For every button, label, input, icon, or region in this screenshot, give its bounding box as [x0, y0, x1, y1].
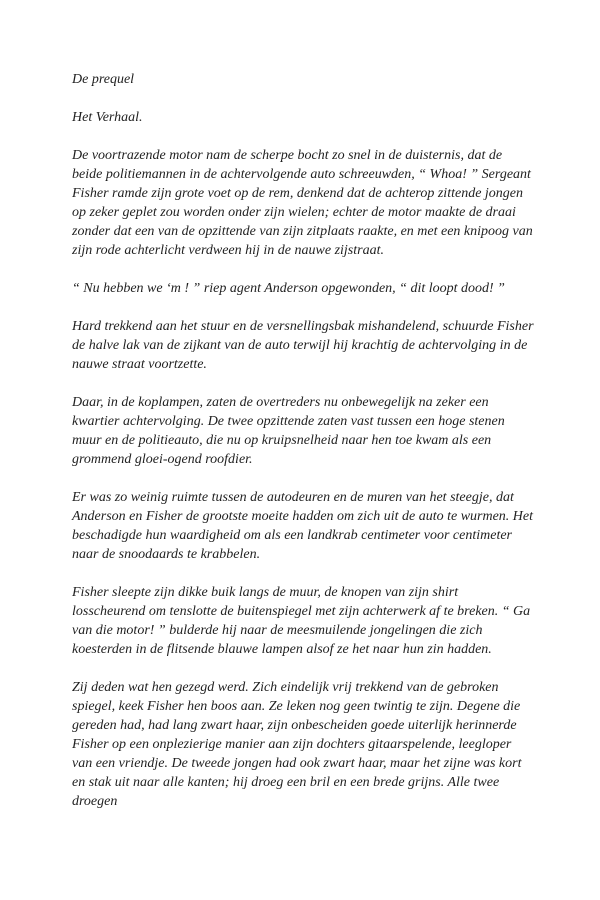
paragraph: Daar, in de koplampen, zaten de overtreders nu onbewegelijk na zeker een kwartier achtervolging. De twee opzittende zaten vast tussen een hoge stenen muur en de politieauto, die nu op kruipsnelheid naar hen toe kwam als een grommend gloei-ogend roofdier.	[72, 395, 505, 467]
paragraph: Er was zo weinig ruimte tussen de autodeuren en de muren van het steegje, dat Anderson en Fisher de grootste moeite hadden om zich uit de auto te wurmen. Het beschadigde hun waardigheid om als een landkrab centimeter voor centimeter naar de snoodaards te krabbelen.	[72, 490, 534, 562]
document-text-block	[72, 70, 534, 811]
document-subtitle: Het Verhaal.	[72, 110, 143, 125]
paragraph: “ Nu hebben we ‘m ! ” riep agent Anderson opgewonden, “ dit loopt dood! ”	[72, 281, 505, 296]
paragraph: Zij deden wat hen gezegd werd. Zich eindelijk vrij trekkend van de gebroken spiegel, keek Fisher hen boos aan. Ze leken nog geen twintig te zijn. Degene die gereden had, had lang zwart haar, zijn onbescheiden goede uiterlijk herinnerde Fisher op een onplezierige manier aan zijn dochters gitaarspelende, leegloper van een vriendje. De tweede jongen had ook zwart haar, maar het zijne was kort en stak uit naar alle kanten; hij droeg een bril en een brede grijns. Alle twee droegen	[72, 680, 522, 809]
paragraph: Fisher sleepte zijn dikke buik langs de muur, de knopen van zijn shirt losscheurend om tenslotte de buitenspiegel met zijn achterwerk af te breken. “ Ga van die motor! ” bulderde hij naar de meesmuilende jongelingen die zich koesterden in de flitsende blauwe lampen alsof ze het naar hun zin hadden.	[72, 585, 531, 657]
paragraph: Hard trekkend aan het stuur en de versnellingsbak mishandelend, schuurde Fisher de halve lak van de zijkant van de auto terwijl hij krachtig de achtervolging in de nauwe straat voortzette.	[72, 319, 534, 372]
paragraph: De voortrazende motor nam de scherpe bocht zo snel in de duisternis, dat de beide politiemannen in de achtervolgende auto schreeuwden, “ Whoa! ” Sergeant Fisher ramde zijn grote voet op de rem, denkend dat de achterop zittende jongen op zeker geplet zou worden onder zijn wielen; echter de motor maakte de draai zonder dat een van de opzittende van zijn zitplaats raakte, en met een knipoog van zijn rode achterlicht verdween hij in de nauwe zijstraat.	[72, 148, 533, 258]
document-title: De prequel	[72, 72, 135, 87]
